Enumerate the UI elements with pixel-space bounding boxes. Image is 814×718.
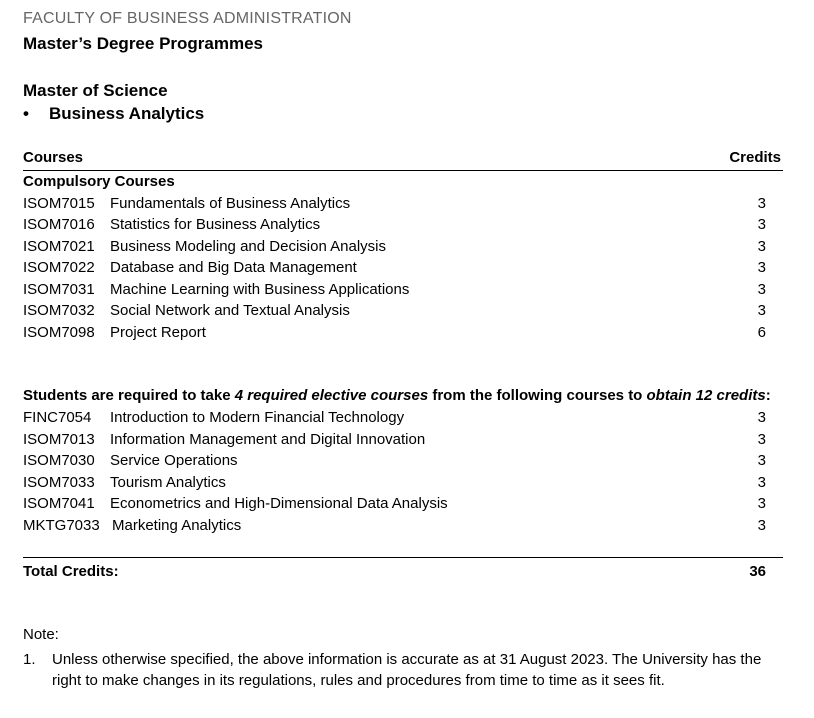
note-item: [23, 649, 793, 691]
course-code: ISOM7031: [23, 281, 95, 298]
course-code: ISOM7033: [23, 474, 95, 491]
course-code: ISOM7013: [23, 431, 95, 448]
note-text: Unless otherwise specified, the above information is accurate as at 31 August 2023. The University has the right to make changes in its regulations, rules and procedures from time to time as it sees fit.: [52, 651, 762, 689]
course-title: Project Report: [110, 324, 206, 341]
column-header-courses: Courses: [23, 149, 84, 166]
course-code: ISOM7030: [23, 452, 95, 469]
elective-text-4: obtain 12 credits: [646, 387, 766, 404]
bullet-icon: •: [23, 104, 29, 123]
course-title: Statistics for Business Analytics: [110, 216, 321, 233]
course-code: ISOM7016: [23, 216, 95, 233]
degree-title: Master of Science: [23, 81, 168, 100]
course-code: ISOM7015: [23, 195, 95, 212]
course-code: ISOM7041: [23, 495, 95, 512]
faculty-name: FACULTY OF BUSINESS ADMINISTRATION: [23, 10, 352, 27]
elective-instructions: [23, 387, 771, 404]
elective-text-1: Students are required to take: [23, 387, 235, 404]
course-credits: 6: [757, 324, 766, 341]
course-credits: 3: [757, 431, 766, 448]
course-credits: 3: [757, 474, 766, 491]
course-title: Tourism Analytics: [110, 474, 226, 491]
table-row: [23, 216, 783, 237]
table-row: [23, 281, 783, 302]
course-credits: 3: [757, 238, 766, 255]
table-row: [23, 474, 783, 495]
course-code: ISOM7022: [23, 259, 95, 276]
total-credits-label: Total Credits:: [23, 563, 119, 580]
course-code: MKTG7033: [23, 517, 100, 534]
course-credits: 3: [757, 495, 766, 512]
table-row: [23, 409, 783, 430]
table-row: [23, 517, 783, 538]
table-row: [23, 238, 783, 259]
course-title: Information Management and Digital Innovation: [110, 431, 426, 448]
column-header-credits: Credits: [729, 149, 781, 166]
table-row: [23, 431, 783, 452]
course-code: ISOM7098: [23, 324, 95, 341]
elective-text-3: from the following courses to: [428, 387, 647, 404]
compulsory-courses-heading: Compulsory Courses: [23, 173, 175, 190]
course-credits: 3: [757, 259, 766, 276]
header-divider: [23, 170, 783, 171]
specialisation-label: Business Analytics: [49, 104, 205, 123]
programme-group-title: Master’s Degree Programmes: [23, 34, 264, 53]
course-code: FINC7054: [23, 409, 92, 426]
course-credits: 3: [757, 302, 766, 319]
course-code: ISOM7021: [23, 238, 95, 255]
table-row: [23, 495, 783, 516]
course-title: Econometrics and High-Dimensional Data Analysis: [110, 495, 448, 512]
course-credits: 3: [757, 409, 766, 426]
course-credits: 3: [757, 216, 766, 233]
course-credits: 3: [757, 195, 766, 212]
note-number: 1.: [23, 651, 36, 668]
total-divider: [23, 557, 783, 558]
course-title: Fundamentals of Business Analytics: [110, 195, 351, 212]
course-title: Business Modeling and Decision Analysis: [110, 238, 386, 255]
course-title: Marketing Analytics: [112, 517, 242, 534]
course-title: Social Network and Textual Analysis: [110, 302, 350, 319]
course-credits: 3: [757, 517, 766, 534]
course-title: Introduction to Modern Financial Technology: [110, 409, 405, 426]
elective-text-5: :: [765, 387, 771, 404]
course-credits: 3: [757, 281, 766, 298]
table-row: [23, 302, 783, 323]
course-title: Database and Big Data Management: [110, 259, 357, 276]
total-credits-value: 36: [749, 563, 766, 580]
note-label: Note:: [23, 626, 59, 643]
table-row: [23, 452, 783, 473]
course-title: Service Operations: [110, 452, 238, 469]
table-row: [23, 324, 783, 345]
course-credits: 3: [757, 452, 766, 469]
specialisation: [23, 104, 204, 124]
table-row: [23, 259, 783, 280]
elective-text-2: 4 required elective courses: [234, 387, 429, 404]
course-title: Machine Learning with Business Applications: [110, 281, 410, 298]
course-code: ISOM7032: [23, 302, 95, 319]
table-row: [23, 195, 783, 216]
